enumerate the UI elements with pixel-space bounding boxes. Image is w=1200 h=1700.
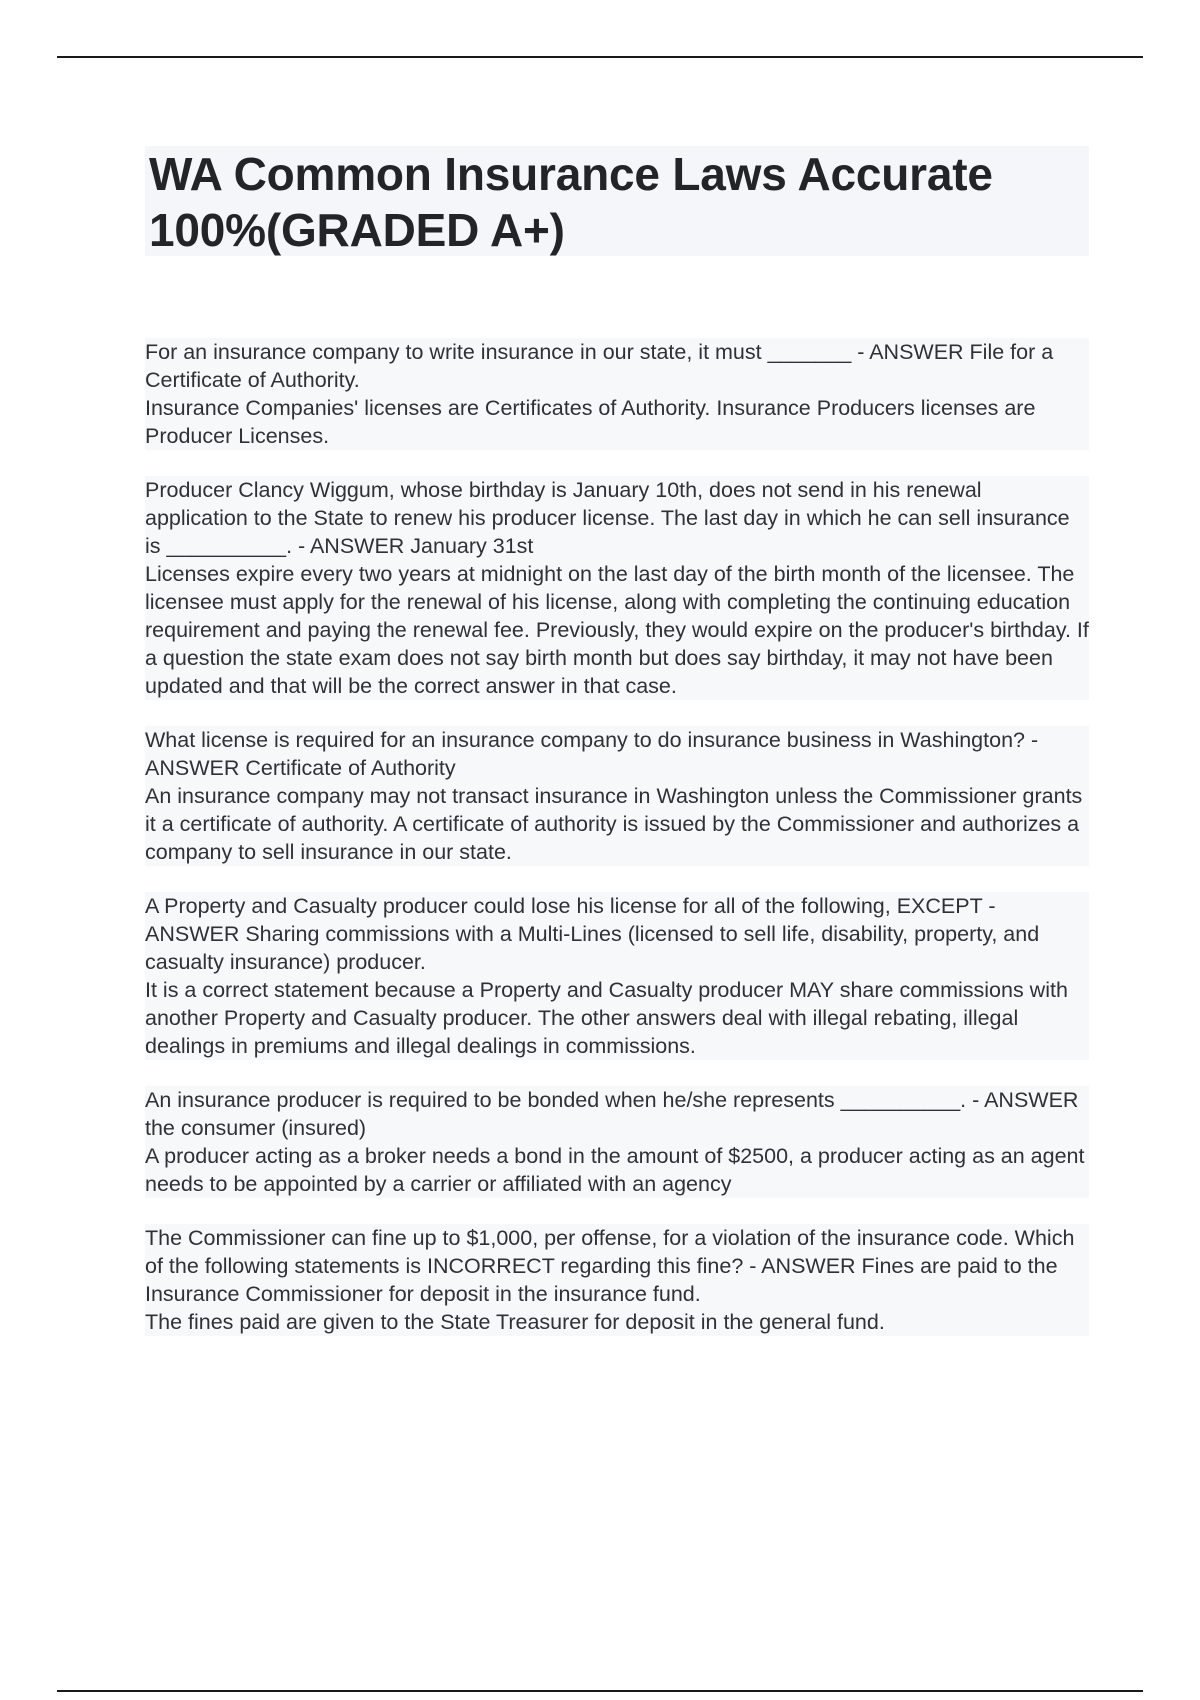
- question-answer: Producer Clancy Wiggum, whose birthday is January 10th, does not send in his renewal application to the State to renew his producer license. The last day in which he can sell insurance is __________. - ANSWER January 31st: [145, 478, 1070, 558]
- explanation: Licenses expire every two years at midnight on the last day of the birth month of the licensee. The licensee must apply for the renewal of his license, along with completing the continuing education requirement and paying the renewal fee. Previously, they would expire on the producer's birthday. If a question the state exam does not say birth month but does say birthday, it may not have been updated and that will be the correct answer in that case.: [145, 562, 1089, 698]
- title-block: [145, 146, 1089, 256]
- question-answer: For an insurance company to write insurance in our state, it must _______ - ANSWER File for a Certificate of Authority.: [145, 340, 1054, 392]
- qa-item: [145, 1224, 1089, 1336]
- qa-item: [145, 892, 1089, 1060]
- explanation: It is a correct statement because a Property and Casualty producer MAY share commissions with another Property and Casualty producer. The other answers deal with illegal rebating, illegal dealings in premiums and illegal dealings in commissions.: [145, 978, 1068, 1058]
- question-answer: The Commissioner can fine up to $1,000, per offense, for a violation of the insurance code. Which of the following statements is INCORRECT regarding this fine? - ANSWER Fines are paid to the Insurance Commissioner for deposit in the insurance fund.: [145, 1226, 1075, 1306]
- explanation: The fines paid are given to the State Treasurer for deposit in the general fund.: [145, 1310, 885, 1334]
- qa-item: [145, 476, 1089, 700]
- qa-item: [145, 1086, 1089, 1198]
- qa-item: [145, 726, 1089, 866]
- question-answer: A Property and Casualty producer could lose his license for all of the following, EXCEPT - ANSWER Sharing commissions with a Multi-Lines (licensed to sell life, disability, property, and casualty insurance) producer.: [145, 894, 1040, 974]
- qa-list: [145, 338, 1089, 1362]
- qa-item: [145, 338, 1089, 450]
- question-answer: What license is required for an insurance company to do insurance business in Washington? - ANSWER Certificate of Authority: [145, 728, 1039, 780]
- bottom-rule: [57, 1690, 1143, 1692]
- document-title: WA Common Insurance Laws Accurate 100%(GRADED A+): [149, 148, 993, 256]
- explanation: An insurance company may not transact insurance in Washington unless the Commissioner grants it a certificate of authority. A certificate of authority is issued by the Commissioner and authorizes a company to sell insurance in our state.: [145, 784, 1083, 864]
- explanation: Insurance Companies' licenses are Certificates of Authority. Insurance Producers licenses are Producer Licenses.: [145, 396, 1036, 448]
- question-answer: An insurance producer is required to be bonded when he/she represents __________. - ANSWER the consumer (insured): [145, 1088, 1079, 1140]
- top-rule: [57, 56, 1143, 58]
- explanation: A producer acting as a broker needs a bond in the amount of $2500, a producer acting as an agent needs to be appointed by a carrier or affiliated with an agency: [145, 1144, 1085, 1196]
